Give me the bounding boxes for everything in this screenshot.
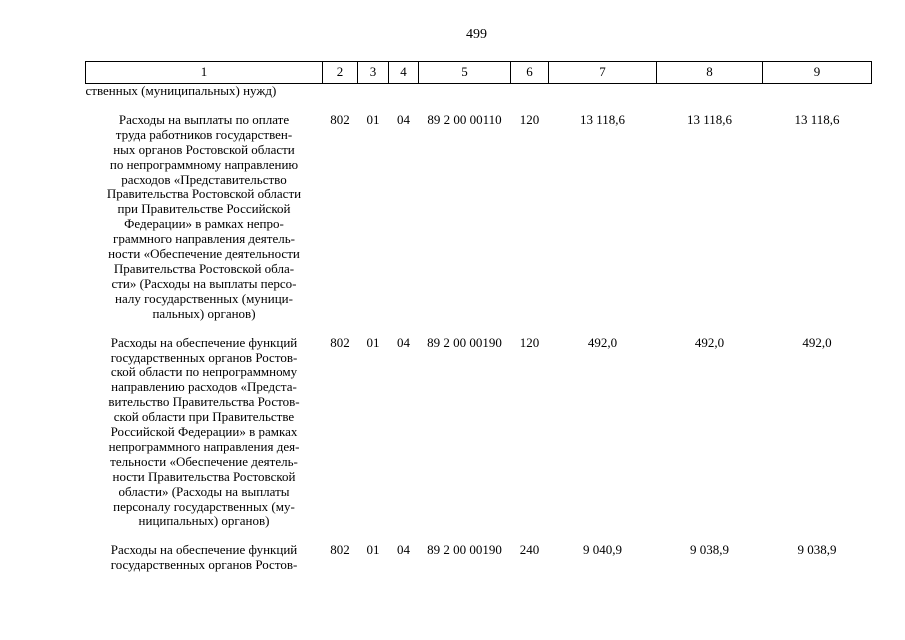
cell-amount-1: 492,0 — [587, 334, 618, 350]
col-header-8: 8 — [657, 62, 763, 84]
cell-section: 01 — [366, 542, 380, 558]
cell-amount-1: 9 040,9 — [583, 542, 622, 558]
col-header-2: 2 — [323, 62, 358, 84]
cell-amount-3: 9 038,9 — [797, 542, 837, 558]
cell-subsection: 04 — [397, 542, 410, 558]
cell-target-code: 89 2 00 00110 — [427, 111, 502, 127]
cell-amount-3: 492,0 — [802, 334, 832, 350]
cell-expense-type: 120 — [519, 111, 540, 127]
table-row — [86, 322, 872, 530]
budget-table — [85, 61, 872, 573]
cell-amount-2: 9 038,9 — [690, 542, 729, 558]
cell-expense-type: 240 — [519, 542, 540, 558]
page-number: 499 — [466, 27, 487, 42]
cell-expense-type: 120 — [519, 334, 540, 350]
col-header-3: 3 — [358, 62, 389, 84]
col-header-6: 6 — [511, 62, 549, 84]
cell-ministry-code: 802 — [330, 542, 350, 558]
cell-amount-2: 492,0 — [694, 334, 725, 350]
col-header-1: 1 — [86, 62, 323, 84]
continuation-row — [86, 84, 872, 99]
cell-ministry-code: 802 — [330, 111, 350, 127]
table-row — [86, 529, 872, 573]
row-description: Расходы на обеспечение функций государственных органов Ростов- — [110, 542, 298, 573]
col-header-5: 5 — [419, 62, 511, 84]
row-description: Расходы на выплаты по оплате труда работников государствен- ных органов Ростовской области по непрограммному направлению расходов «Представительство Правительства Ростовской области при Правительстве Российской Федерации» в рамках непро- граммного направления деятель- ности «Обеспечение деятельности Правительства Ростовской обла- сти» (Расходы на выплаты персо- налу государственных (муници- пальных) органов) — [106, 111, 302, 321]
cell-subsection: 04 — [397, 334, 410, 350]
cell-subsection: 04 — [397, 111, 410, 127]
table-row — [86, 99, 872, 322]
cell-amount-1: 13 118,6 — [579, 111, 626, 127]
cell-amount-2: 13 118,6 — [686, 111, 733, 127]
cell-target-code: 89 2 00 00190 — [427, 334, 502, 350]
col-header-7: 7 — [549, 62, 657, 84]
cell-section: 01 — [366, 334, 380, 350]
cell-amount-3: 13 118,6 — [794, 111, 840, 127]
cell-target-code: 89 2 00 00190 — [427, 542, 502, 558]
col-header-9: 9 — [763, 62, 872, 84]
col-header-4: 4 — [389, 62, 419, 84]
cell-section: 01 — [366, 111, 380, 127]
header-row — [86, 62, 872, 84]
continuation-text: ственных (муниципальных) нужд) — [85, 83, 277, 98]
row-description: Расходы на обеспечение функций государственных органов Ростов- ской области по непрограммному направлению расходов «Предста- вительство Правительства Ростов- ской области при Правительстве Российской Федерации» в рамках непрограммного направления дея- тельности «Обеспечение деятель- ности Правительства Ростовской области» (Расходы на выплаты персоналу государственных (му- ниципальных) органов) — [108, 334, 300, 529]
cell-ministry-code: 802 — [330, 334, 350, 350]
